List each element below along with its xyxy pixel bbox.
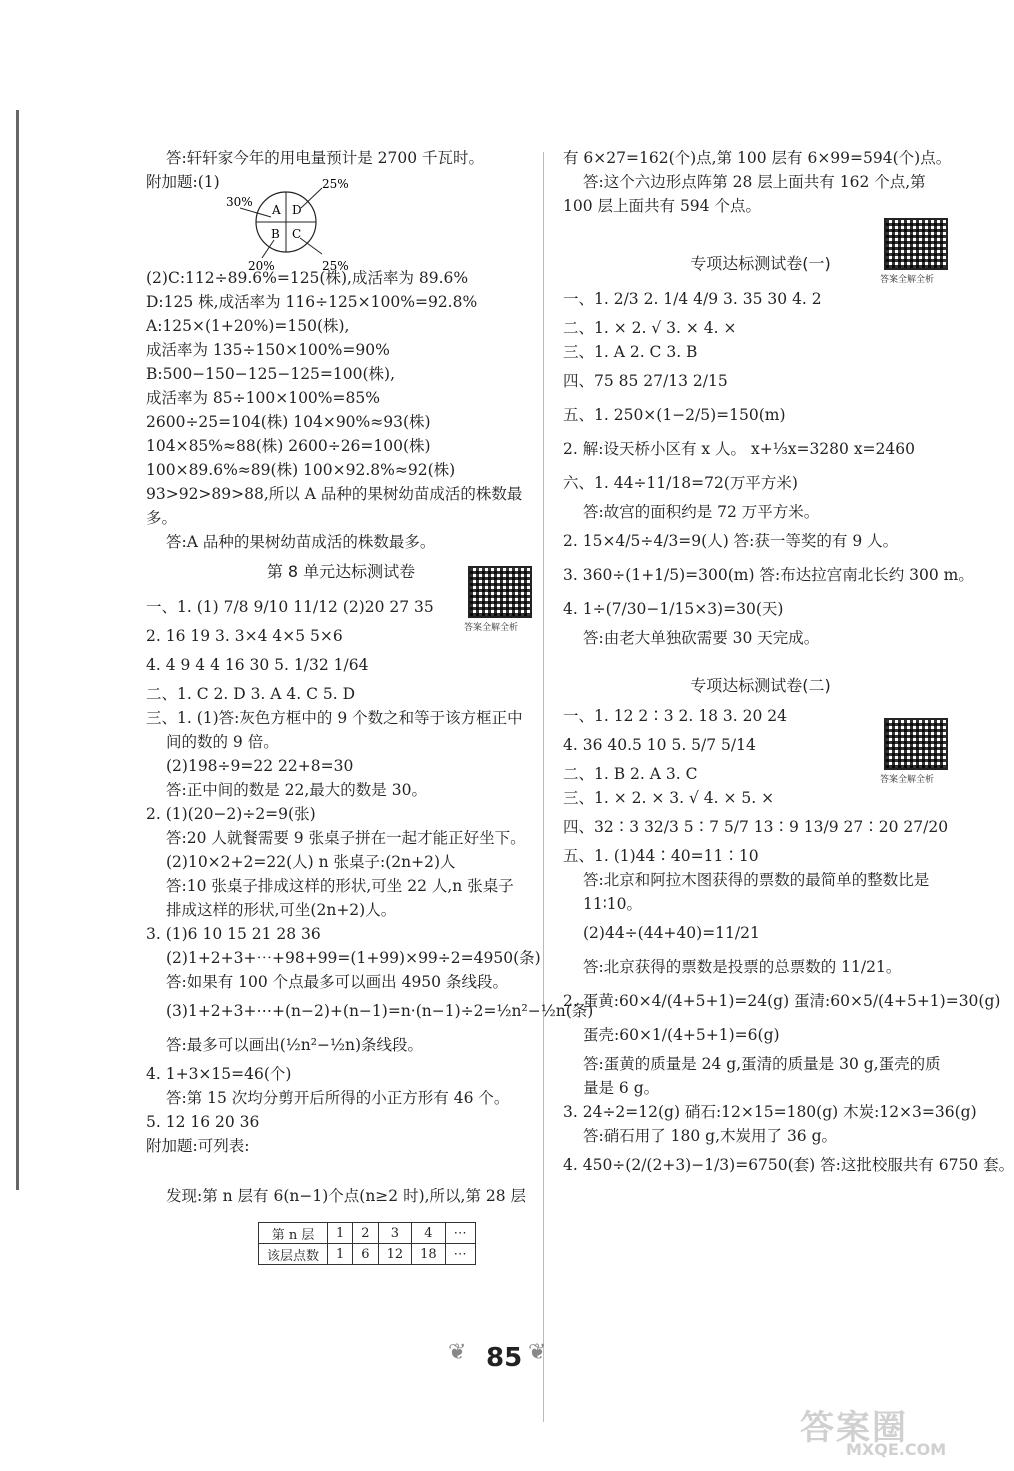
- text-line: 答:北京获得的票数是投票的总票数的 11/21。: [583, 958, 902, 976]
- text-line: 间的数的 9 倍。: [166, 733, 279, 751]
- text-line: 答:故宫的面积约是 72 万平方米。: [583, 503, 820, 521]
- table-cell: 1: [328, 1223, 353, 1244]
- text-line: (2)10×2+2=22(人) n 张桌子:(2n+2)人: [166, 853, 456, 871]
- page-number: 85: [486, 1343, 523, 1373]
- text-line: 二、1. B 2. A 3. C: [563, 765, 698, 783]
- text-line: 答:轩轩家今年的用电量预计是 2700 千瓦时。: [166, 149, 485, 167]
- binding-line: [16, 110, 19, 1190]
- watermark-logo: 答案圈: [800, 1408, 908, 1448]
- text-line: 发现:第 n 层有 6(n−1)个点(n≥2 时),所以,第 28 层: [166, 1187, 527, 1205]
- spacer: [563, 650, 958, 668]
- text-line: 四、32∶3 32/3 5∶7 5/7 13∶9 13/9 27∶20 27/20: [563, 818, 949, 836]
- text-line: 2. 15×4/5÷4/3=9(人) 答:获一等奖的有 9 人。: [563, 532, 899, 550]
- text-line: 五、1. 250×(1−2/5)=150(m): [563, 406, 786, 424]
- pie-label-a: A: [272, 203, 281, 217]
- section-title: 专项达标测试卷(二): [690, 676, 831, 695]
- column-divider: [543, 152, 544, 1422]
- qr-caption: 答案全解全析: [464, 623, 519, 633]
- text-line: 一、1. 2/3 2. 1/4 4/9 3. 35 30 4. 2: [563, 290, 822, 308]
- table-cell: 2: [353, 1223, 378, 1244]
- text-line: 五、1. (1)44∶40=11∶10: [563, 847, 759, 865]
- pie-percent: 25%: [322, 177, 349, 191]
- spacer: [563, 218, 958, 246]
- right-column: [563, 146, 1014, 1182]
- qr-caption: 答案全解全析: [880, 775, 935, 785]
- text-line: (2)1+2+3+⋯+98+99=(1+99)×99÷2=4950(条): [166, 949, 541, 967]
- table-cell: 18: [412, 1244, 446, 1265]
- text-line: 5. 12 16 20 36: [146, 1113, 260, 1131]
- section-title: 第 8 单元达标测试卷: [266, 562, 416, 581]
- text-line: (2)C:112÷89.6%=125(株),成活率为 89.6%: [146, 269, 469, 287]
- pie-leader: [240, 208, 271, 217]
- text-line: 2600÷25=104(株) 104×90%≈93(株): [146, 413, 431, 431]
- text-line: 答:A 品种的果树幼苗成活的株数最多。: [166, 533, 436, 551]
- pie-label-c: C: [292, 227, 302, 241]
- table-cell: ⋯: [445, 1244, 475, 1265]
- pie-percent: 20%: [248, 259, 275, 273]
- text-line: 三、1. (1)答:灰色方框中的 9 个数之和等于该方框正中: [146, 709, 523, 727]
- text-line: 4. 1÷(7/30−1/15×3)=30(天): [563, 600, 784, 618]
- text-line: 一、1. 12 2∶3 2. 18 3. 20 24: [563, 707, 787, 725]
- text-line: 一、1. (1) 7/8 9/10 11/12 (2)20 27 35: [146, 598, 434, 616]
- text-line: 2. 16 19 3. 3×4 4×5 5×6: [146, 627, 343, 645]
- qr-code-icon: [468, 566, 532, 618]
- pie-label-b: B: [271, 227, 280, 241]
- text-line: 3. 360÷(1+1/5)=300(m) 答:布达拉宫南北长约 300 m。: [563, 566, 974, 584]
- text-line: 二、1. × 2. √ 3. × 4. ×: [563, 319, 737, 337]
- text-line: (2)44÷(44+40)=11/21: [583, 924, 760, 942]
- text-line: 11∶10。: [583, 895, 642, 913]
- text-line: 4. 450÷(2/(2+3)−1/3)=6750(套) 答:这批校服共有 6750 套。: [563, 1156, 1014, 1174]
- text-line: 4. 36 40.5 10 5. 5/7 5/14: [563, 736, 756, 754]
- text-line: 2. 解:设天桥小区有 x 人。 x+⅓x=3280 x=2460: [563, 440, 915, 458]
- table-cell: 3: [378, 1223, 412, 1244]
- text-line: 3. 24÷2=12(g) 硝石:12×15=180(g) 木炭:12×3=36(g): [563, 1103, 977, 1121]
- text-line: 量是 6 g。: [583, 1079, 660, 1097]
- section-title: 专项达标测试卷(一): [690, 254, 831, 273]
- table-spacer: [146, 1158, 536, 1184]
- layer-points-table: [258, 1222, 476, 1265]
- left-column: [146, 146, 594, 1208]
- palm-leaf-icon: ❦: [528, 1340, 547, 1365]
- text-line: (3)1+2+3+⋯+(n−2)+(n−1)=n·(n−1)÷2=½n²−½n(条): [166, 1002, 594, 1020]
- table-cell: 该层点数: [259, 1244, 328, 1265]
- table-row: [259, 1244, 476, 1265]
- table-cell: 6: [353, 1244, 378, 1265]
- text-line: 答:20 人就餐需要 9 张桌子拼在一起才能正好坐下。: [166, 829, 526, 847]
- table-cell: ⋯: [445, 1223, 475, 1244]
- text-line: 三、1. × 2. × 3. √ 4. × 5. ×: [563, 789, 775, 807]
- text-line: 2. 蛋黄:60×4/(4+5+1)=24(g) 蛋清:60×5/(4+5+1)=30(g): [563, 992, 1001, 1010]
- text-line: 100×89.6%≈89(株) 100×92.8%≈92(株): [146, 461, 456, 479]
- text-line: 答:10 张桌子排成这样的形状,可坐 22 人,n 张桌子: [166, 877, 514, 895]
- text-line: 93>92>89>88,所以 A 品种的果树幼苗成活的株数最: [146, 485, 523, 503]
- text-line: 2. (1)(20−2)÷2=9(张): [146, 805, 316, 823]
- text-line: 答:北京和阿拉木图获得的票数的最简单的整数比是: [583, 871, 930, 889]
- table-cell: 4: [412, 1223, 446, 1244]
- palm-leaf-icon: ❦: [448, 1340, 467, 1365]
- text-line: 答:第 15 次均分剪开后所得的小正方形有 46 个。: [166, 1089, 510, 1107]
- pie-percent: 25%: [322, 259, 349, 273]
- text-line: B:500−150−125−125=100(株),: [146, 365, 396, 383]
- table-cell: 12: [378, 1244, 412, 1265]
- table-cell: 1: [328, 1244, 353, 1265]
- text-line: 答:由老大单独砍需要 30 天完成。: [583, 629, 820, 647]
- text-line: 答:正中间的数是 22,最大的数是 30。: [166, 781, 427, 799]
- text-line: 六、1. 44÷11/18=72(万平方米): [563, 474, 798, 492]
- text-line: 附加题:(1): [146, 173, 220, 191]
- text-line: 二、1. C 2. D 3. A 4. C 5. D: [146, 685, 356, 703]
- text-line: 4. 1+3×15=46(个): [146, 1065, 292, 1083]
- pie-percent: 30%: [226, 195, 253, 209]
- text-line: 排成这样的形状,可坐(2n+2)人。: [166, 901, 397, 919]
- watermark-url: MXQE.COM: [846, 1440, 947, 1459]
- table-cell: 第 n 层: [259, 1223, 328, 1244]
- text-line: A:125×(1+20%)=150(株),: [146, 317, 350, 335]
- text-line: 四、75 85 27/13 2/15: [563, 372, 728, 390]
- text-line: 答:这个六边形点阵第 28 层上面共有 162 个点,第: [583, 173, 926, 191]
- text-line: 4. 4 9 4 4 16 30 5. 1/32 1/64: [146, 656, 369, 674]
- text-line: 104×85%≈88(株) 2600÷26=100(株): [146, 437, 431, 455]
- pie-label-d: D: [292, 203, 302, 217]
- text-line: 成活率为 135÷150×100%=90%: [146, 341, 390, 359]
- text-line: 成活率为 85÷100×100%=85%: [146, 389, 380, 407]
- text-line: 答:硝石用了 180 g,木炭用了 36 g。: [583, 1127, 838, 1145]
- text-line: 多。: [146, 509, 178, 527]
- text-line: 有 6×27=162(个)点,第 100 层有 6×99=594(个)点。: [563, 149, 952, 167]
- text-line: 答:如果有 100 个点最多可以画出 4950 条线段。: [166, 973, 508, 991]
- qr-caption: 答案全解全析: [880, 275, 935, 285]
- text-line: 三、1. A 2. C 3. B: [563, 343, 698, 361]
- text-line: 蛋壳:60×1/(4+5+1)=6(g): [583, 1026, 780, 1044]
- pie-chart: [226, 172, 349, 273]
- text-line: (2)198÷9=22 22+8=30: [166, 757, 354, 775]
- text-line: D:125 株,成活率为 116÷125×100%=92.8%: [146, 293, 478, 311]
- text-line: 附加题:可列表:: [146, 1137, 250, 1155]
- text-line: 3. (1)6 10 15 21 28 36: [146, 925, 321, 943]
- text-line: 100 层上面共有 594 个点。: [563, 197, 761, 215]
- table-row: [259, 1223, 476, 1244]
- text-line: 答:最多可以画出(½n²−½n)条线段。: [166, 1036, 424, 1054]
- text-line: 答:蛋黄的质量是 24 g,蛋清的质量是 30 g,蛋壳的质: [583, 1055, 941, 1073]
